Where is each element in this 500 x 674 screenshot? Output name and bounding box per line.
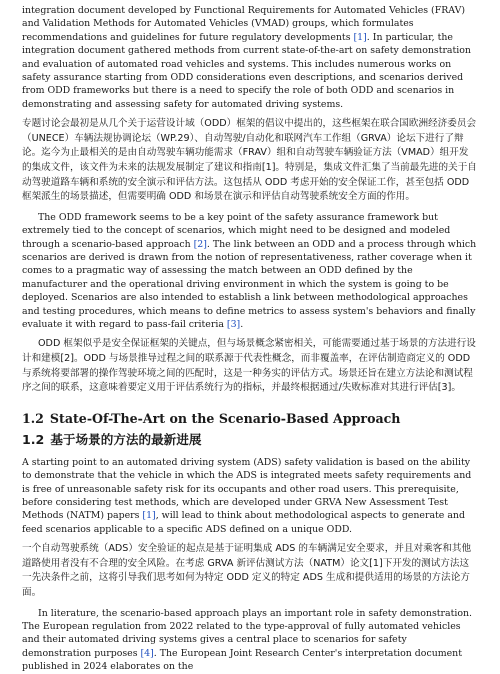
citation-link[interactable]: [3] bbox=[226, 319, 241, 331]
section-title-zh: 基于场景的方法的最新进展 bbox=[50, 431, 202, 447]
citation-link[interactable]: [1] bbox=[353, 31, 367, 43]
text-span: . The European Joint Research Center's interpretation document published in 2024 elaborates on the bbox=[22, 647, 462, 673]
text-span: The ODD framework seems to be a key point of the safety assurance framework but extremely tied to the concept of scenarios, which might need to be designed and modeled through a scenario-based approach bbox=[22, 211, 451, 250]
paragraph-en-4 bbox=[22, 607, 478, 674]
paragraph-en-3 bbox=[22, 456, 478, 536]
citation-link[interactable]: [1] bbox=[142, 510, 156, 522]
section-number: 1.2 bbox=[22, 431, 45, 447]
section-title-en: State-Of-The-Art on the Scenario-Based Approach bbox=[49, 410, 401, 426]
text-span: . The link between an ODD and a process through which scenarios are derived is drawn from the notion of representativeness, rather coverage when it comes to a pragmatic way of assessing the match between an ODD defined by the manufacturer and the operational driving environment in which the system is going to be deployed. Scenarios are also intended to establish a link between methodological approaches and testing procedures, which means to define metrics to assess system's behaviors and finally evaluate it with regard to pass-fail criteria bbox=[22, 238, 477, 331]
text-span: integration document developed by Functional Requirements for Automated Vehicles (FRAV) and Validation Methods for Automated Vehicles (VMAD) groups, which formulates recommendations and guidelines for future regulatory developments bbox=[22, 5, 466, 43]
paragraph-zh-3: 一个自动驾驶系统（ADS）安全验证的起点是基于证明集成 ADS 的车辆满足安全要求，并且对乘客和其他道路使用者没有不合理的安全风险。在考虑 GRVA 新评估测试方法（NATM）论文[1]下开发的测试方法这一先决条件之前，这将引导我们思考如何为特定 ODD 定义的特定 ADS 生成和提供适用的场景的方法论方面。 bbox=[22, 543, 472, 599]
citation-link[interactable]: [4] bbox=[140, 647, 154, 659]
paragraph-en-2 bbox=[22, 211, 478, 332]
text-span: , will lead to think about methodological aspects to generate and feed scenarios applicable to a specific ADS defined on a unique ODD. bbox=[22, 510, 465, 535]
section-number: 1.2 bbox=[22, 410, 44, 426]
text-span: . In particular, the integration document gathered methods from current state-of-the-art on safety demonstration and evaluation of automated road vehicles and systems. This includes numerous works on safety assurance starting from ODD considerations even descriptions, and scenarios derived from ODD frameworks but there is a need to specify the role of both ODD and scenarios in demonstrating and assessing safety for automated driving systems. bbox=[22, 31, 471, 110]
text-span: . bbox=[240, 319, 244, 331]
section-heading-zh bbox=[22, 431, 478, 448]
paragraph-zh-2: ODD 框架似乎是安全保证框架的关键点，但与场景概念紧密相关，可能需要通过基于场景的方法进行设计和建模[2]。ODD 与场景推导过程之间的联系源于代表性概念，而非覆盖率，在评估制造商定义的 ODD 与系统将要部署的操作驾驶环境之间的匹配时，这是一种务实的评估方式。场景还旨在建立方法论和测试程序之间的联系，这意味着要定义用于评估系统行为的指标，并最终根据通过/失败标准对其进行评估[3]。 bbox=[22, 338, 476, 394]
paragraph-zh-1: 专题讨论会最初是从几个关于运营设计域（ODD）框架的倡议中提出的，这些框架在联合国欧洲经济委员会（UNECE）车辆法规协调论坛（WP.29）、自动驾驶/自动化和联网汽车工作组（GRVA）论坛下进行了辩论。迄今为止最相关的是由自动驾驶车辆功能需求（FRAV）组和自动驾驶车辆验证方法（VMAD）组开发的集成文件，该文件为未来的法规发展制定了建议和指南[1]。特别是，集成文件汇集了当前最先进的关于自动驾驶道路车辆和系统的安全演示和评估方法。这包括从 ODD 考虑开始的安全保证工作，甚至包括 ODD 框架派生的场景描述，但需要明确 ODD 和场景在演示和评估自动驾驶系统安全方面的作用。 bbox=[22, 118, 477, 203]
section-heading-en bbox=[22, 410, 478, 427]
text-span: A starting point to an automated driving system (ADS) safety validation is based on the ability to demonstrate that the vehicle in which the ADS is integrated meets safety requirements and is free of unreasonable safety risk for its occupants and other road users. This prerequisite, before considering test methods, which are developed under GRVA New Assessment Test Methods (NATM) papers bbox=[22, 456, 472, 522]
paragraph-en-1 bbox=[22, 4, 478, 111]
text-span: In literature, the scenario-based approach plays an important role in safety demonstration. The European regulation from 2022 related to the type-approval of fully automated vehicles and their automated driving systems gives a central place to scenarios for safety demonstration purposes bbox=[22, 607, 473, 659]
citation-link[interactable]: [2] bbox=[193, 238, 207, 250]
